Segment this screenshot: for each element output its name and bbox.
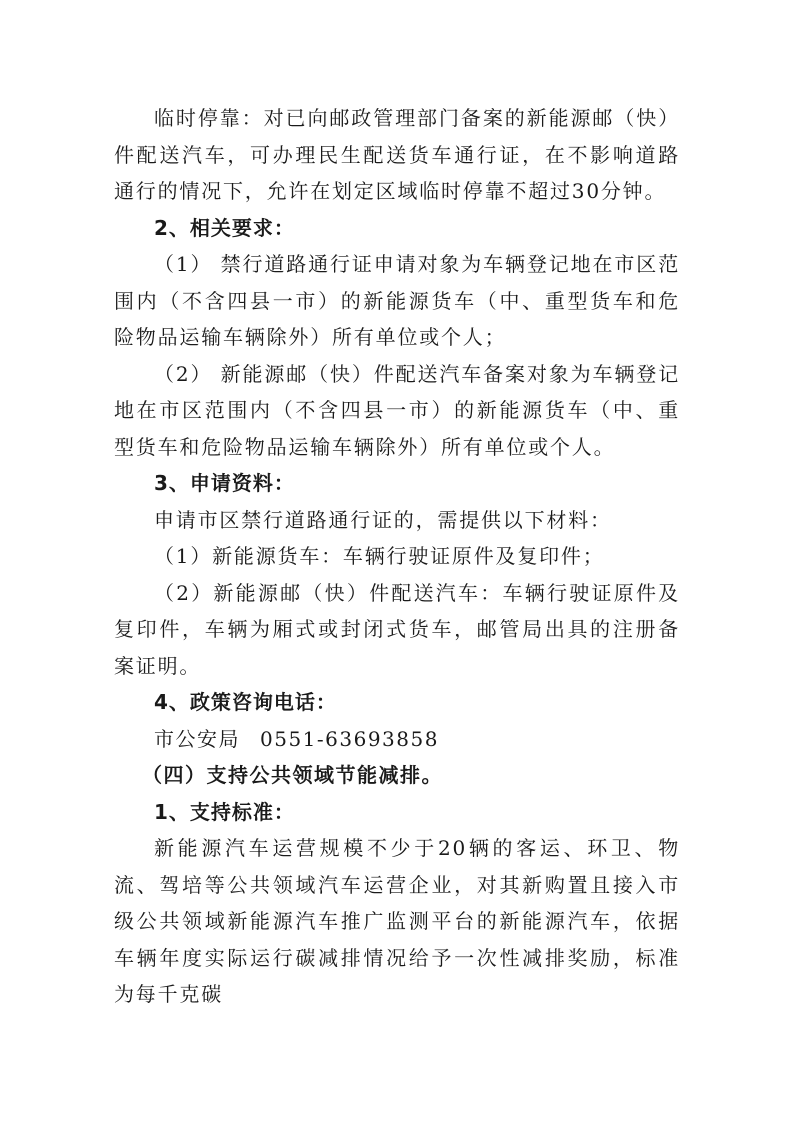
phone-line	[114, 721, 680, 758]
paragraph-requirement-1: （1） 禁行道路通行证申请对象为车辆登记地在市区范围内（不含四县一市）的新能源货车（中、重型货车和危险物品运输车辆除外）所有单位或个人；	[114, 252, 680, 349]
heading-policy-hotline: 4、政策咨询电话：	[154, 690, 337, 714]
paragraph-materials-intro: 申请市区禁行道路通行证的，需提供以下材料：	[154, 507, 612, 532]
phone-number: 0551-63693858	[260, 726, 439, 751]
document-body	[114, 100, 680, 1013]
phone-organization: 市公安局	[154, 726, 240, 751]
heading-related-requirements: 2、相关要求：	[154, 215, 295, 240]
section-heading-energy-saving: （四）支持公共领域节能减排。	[142, 763, 443, 787]
paragraph-temporary-parking: 临时停靠：对已向邮政管理部门备案的新能源邮（快）件配送汽车，可办理民生配送货车通行证，在不影响道路通行的情况下，允许在划定区域临时停靠不超过30分钟。	[114, 106, 680, 203]
paragraph-support-standard: 新能源汽车运营规模不少于20辆的客运、环卫、物流、驾培等公共领域汽车运营企业，对其新购置且接入市级公共领域新能源汽车推广监测平台的新能源汽车，依据车辆年度实际运行碳减排情况给予一次性减排奖励，标准为每千克碳	[114, 836, 680, 1006]
heading-support-standard: 1、支持标准：	[154, 799, 295, 824]
heading-application-materials: 3、申请资料：	[154, 471, 295, 495]
paragraph-materials-2: （2）新能源邮（快）件配送汽车：车辆行驶证原件及复印件，车辆为厢式或封闭式货车，邮管局出具的注册备案证明。	[114, 580, 680, 678]
paragraph-requirement-2: （2） 新能源邮（快）件配送汽车备案对象为车辆登记地在市区范围内（不含四县一市）的新能源货车（中、重型货车和危险物品运输车辆除外）所有单位或个人。	[114, 361, 680, 459]
paragraph-materials-1: （1）新能源货车：车辆行驶证原件及复印件；	[154, 544, 605, 568]
